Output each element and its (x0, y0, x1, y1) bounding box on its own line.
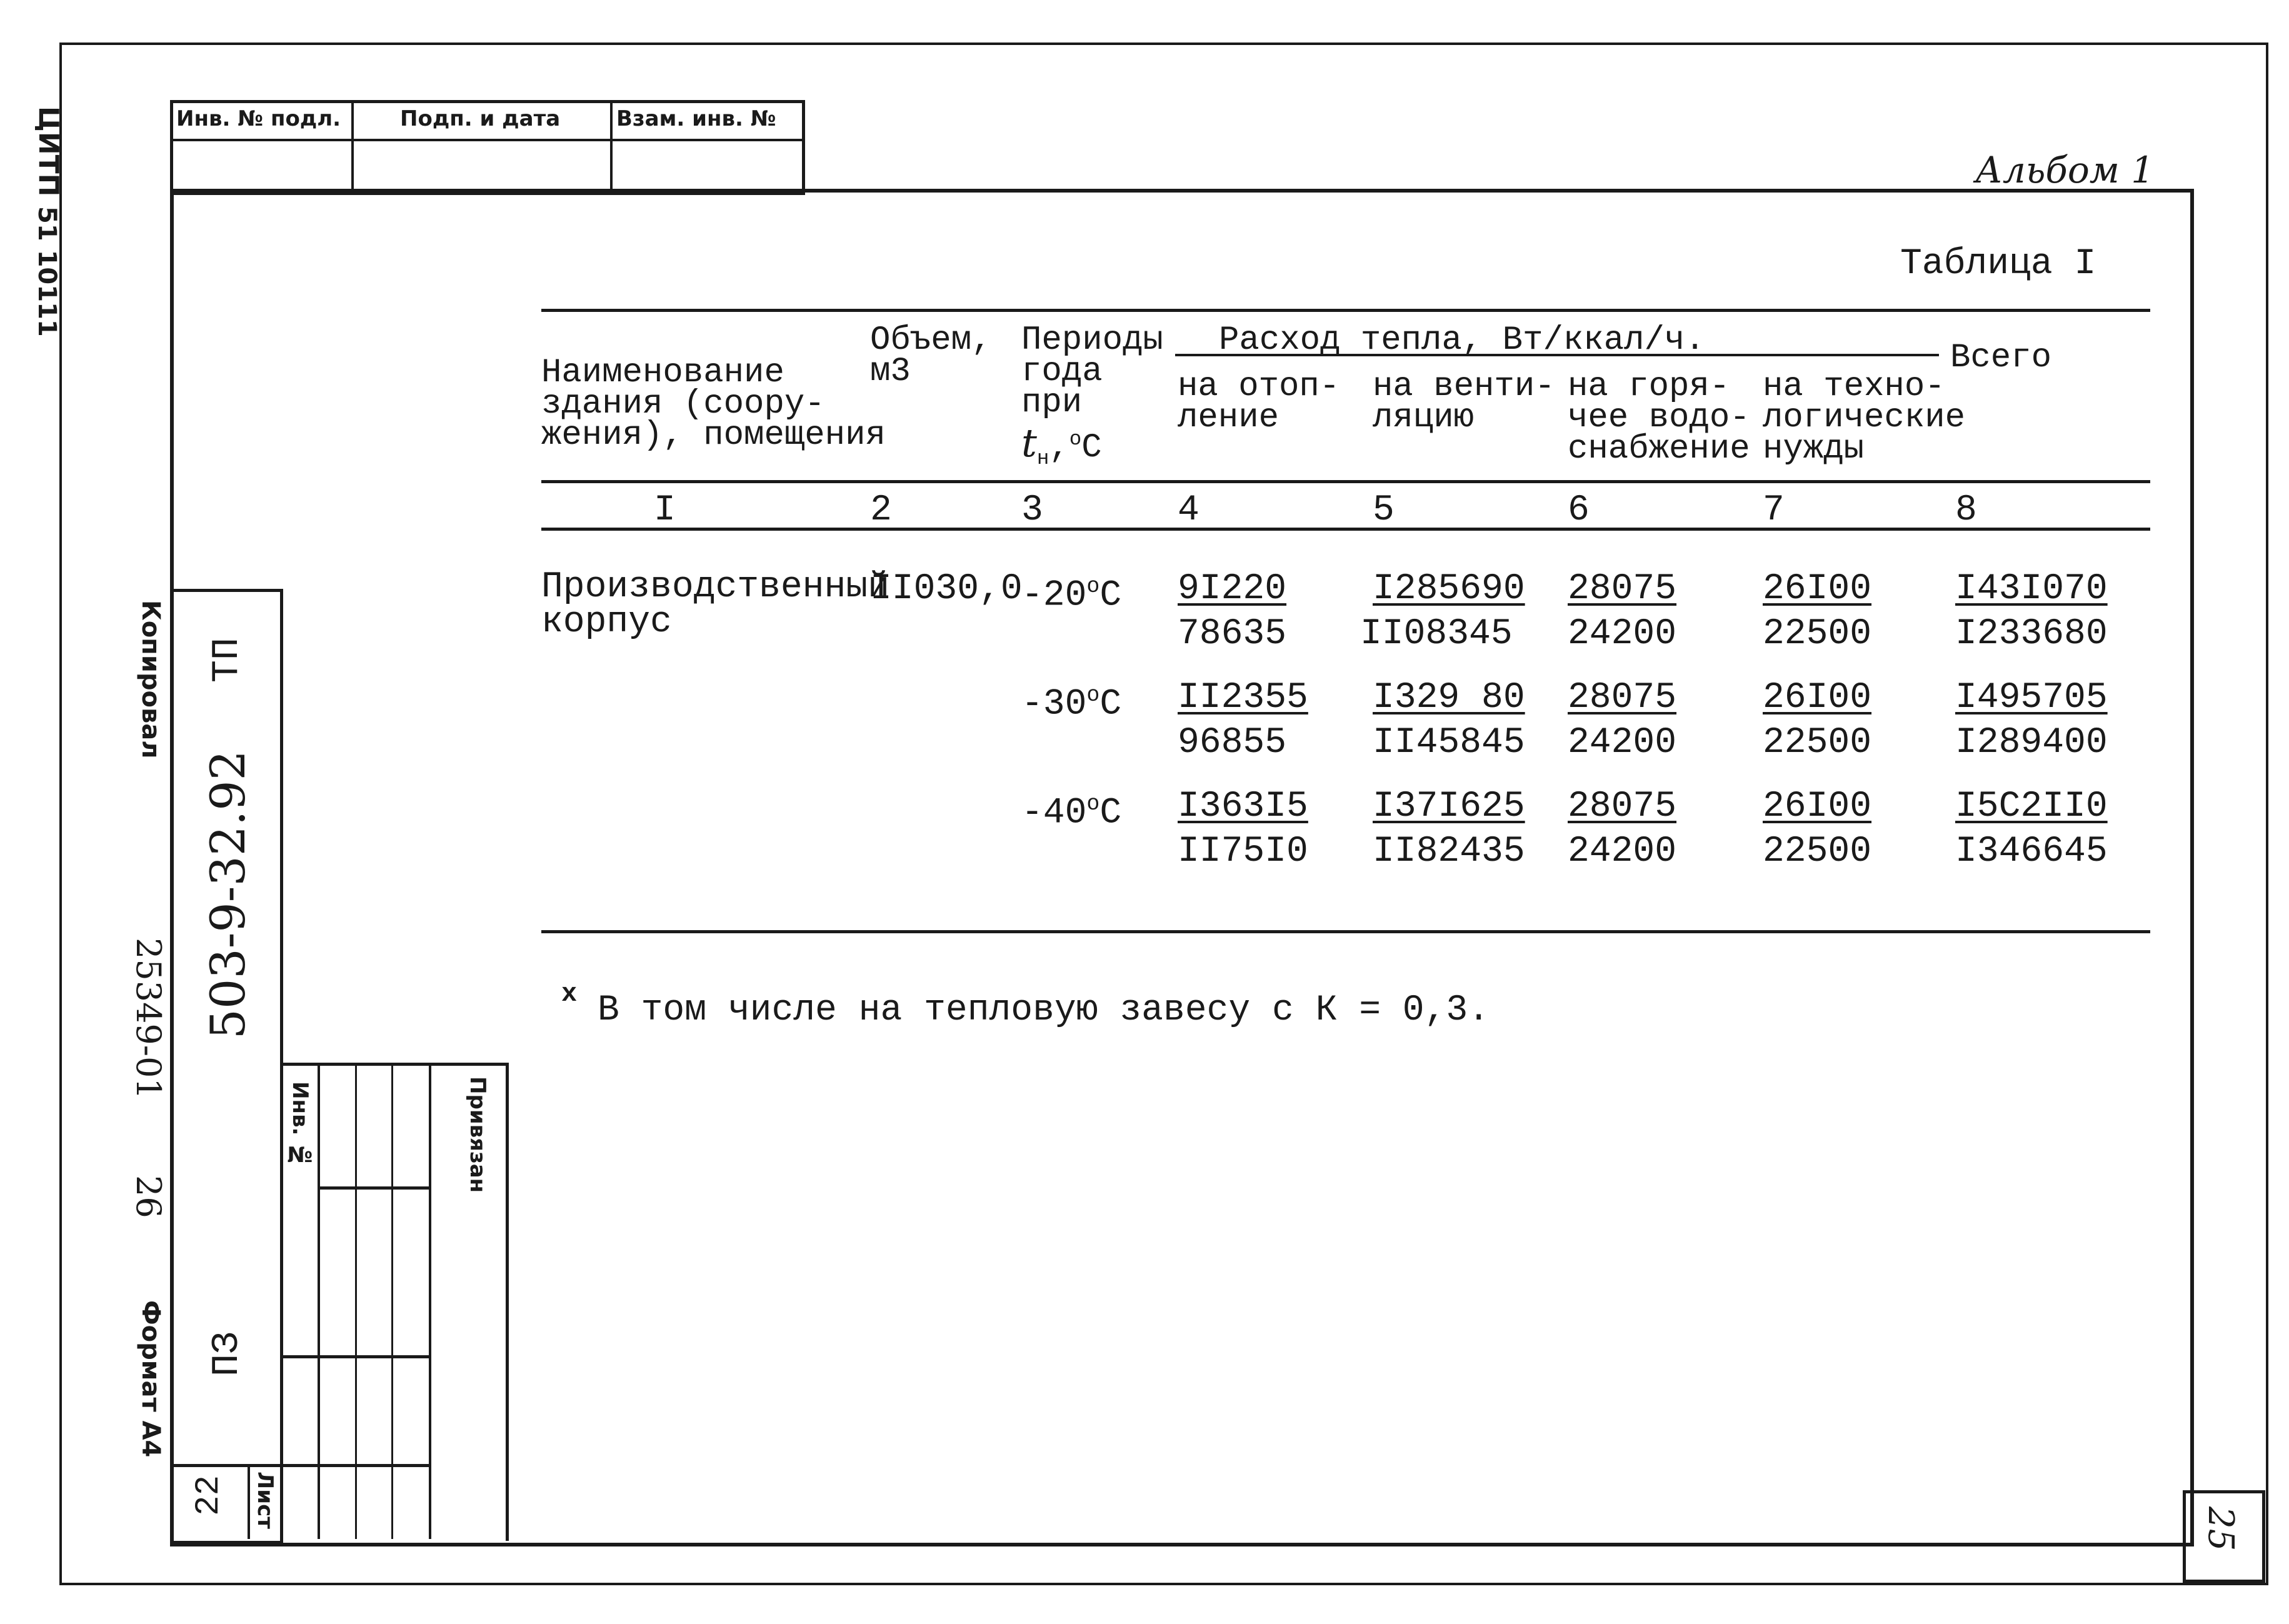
row-volume: II030,0 (870, 569, 1023, 609)
footnote-text: В том числе на тепловую завесу с К = 0,3. (598, 990, 1490, 1031)
p3-tech-kcal: 22500 (1763, 831, 1872, 872)
p3-total-kcal: I346645 (1955, 831, 2108, 872)
p3-tech-w: 26I00 (1763, 786, 1872, 827)
side-project: 503-9-32.92 (200, 750, 256, 1040)
colnum-4: 4 (1178, 490, 1200, 531)
p2-heating-kcal: 96855 (1178, 723, 1287, 763)
margin-order-no: 25349-01 (129, 938, 168, 1100)
colnum-7: 7 (1763, 490, 1785, 531)
period-1-temp: $-20^оС$ (1021, 574, 1122, 616)
stamp-replace-inv-label: Взам. инв. № (616, 106, 776, 131)
table-title: Таблица I (1900, 244, 2096, 284)
numbers-bottom-rule (541, 528, 2150, 531)
p2-tech-kcal: 22500 (1763, 723, 1872, 763)
period-3-temp: $-40^оС$ (1021, 792, 1122, 834)
row-name: Производственный корпус (541, 567, 889, 643)
margin-format: Формат А4 (136, 1300, 165, 1458)
margin-org: ЦИТП (33, 106, 64, 197)
p1-total-kcal: I233680 (1955, 614, 2108, 654)
header-heat-group: Расход тепла, Вт/ккал/ч. (1219, 321, 1705, 359)
p1-vent-kcal: II08345 (1360, 614, 1513, 654)
p2-vent-w: I329 80 (1373, 678, 1525, 718)
side-section: ПЗ (206, 1331, 249, 1377)
side-sheet-label: Лист (253, 1471, 278, 1529)
colnum-8: 8 (1955, 490, 1977, 531)
side-tp: ТП (206, 638, 249, 683)
colnum-3: 3 (1021, 490, 1043, 531)
header-periods: Периоды года при $t_н,^оС$ (1021, 321, 1163, 470)
p2-vent-kcal: II45845 (1373, 723, 1525, 763)
header-bottom-rule (541, 480, 2150, 483)
colnum-1: I (654, 490, 676, 531)
p2-hotwater-kcal: 24200 (1568, 723, 1677, 763)
stamp-sign-date-label: Подп. и дата (400, 106, 561, 131)
p3-heating-w: I363I5 (1178, 786, 1308, 827)
margin-copy-no: 26 (129, 1175, 168, 1218)
p2-total-kcal: I289400 (1955, 723, 2108, 763)
side-title-block (170, 589, 283, 1544)
p1-vent-w: I285690 (1373, 569, 1525, 609)
p3-total-w: I5C2II0 (1955, 786, 2108, 827)
p3-vent-kcal: II82435 (1373, 831, 1525, 872)
table-top-rule (541, 309, 2150, 312)
p1-heating-kcal: 78635 (1178, 614, 1287, 654)
p1-total-w: I43I070 (1955, 569, 2108, 609)
p3-hotwater-kcal: 24200 (1568, 831, 1677, 872)
p1-heating-w: 9I220 (1178, 569, 1287, 609)
p3-heating-kcal: II75I0 (1178, 831, 1308, 872)
colnum-6: 6 (1568, 490, 1590, 531)
header-hot-water: на горя- чее водо- снабжение (1568, 368, 1750, 468)
p3-vent-w: I37I625 (1373, 786, 1525, 827)
p1-hotwater-w: 28075 (1568, 569, 1677, 609)
page-number: 25 (2200, 1506, 2241, 1551)
margin-copied-by: Копировал (136, 600, 165, 759)
table-bottom-rule (541, 930, 2150, 933)
stamp-inv-label: Инв. № подл. (176, 106, 341, 131)
footnote-mark: x (561, 979, 578, 1009)
grid-inv-label: Инв. № (288, 1081, 313, 1168)
period-2-temp: $-30^оС$ (1021, 683, 1122, 725)
p2-heating-w: II2355 (1178, 678, 1308, 718)
album-label: Альбом 1 (1975, 149, 2155, 191)
header-tech: на техно- логические нужды (1763, 368, 1966, 468)
p1-tech-w: 26I00 (1763, 569, 1872, 609)
header-ventilation: на венти- ляцию (1373, 368, 1555, 437)
side-sheet: 22 (190, 1475, 228, 1516)
p1-tech-kcal: 22500 (1763, 614, 1872, 654)
margin-code: 51 10111 (33, 206, 61, 337)
p2-total-w: I495705 (1955, 678, 2108, 718)
p2-hotwater-w: 28075 (1568, 678, 1677, 718)
header-name: Наименование здания (соору- жения), помещения (541, 354, 886, 454)
grid-bound-label: Привязан (465, 1076, 490, 1193)
colnum-2: 2 (870, 490, 892, 531)
header-total: Всего (1950, 339, 2052, 377)
header-volume: Объем, м3 (870, 321, 992, 391)
p3-hotwater-w: 28075 (1568, 786, 1677, 827)
header-heating: на отоп- ление (1178, 368, 1340, 437)
p2-tech-w: 26I00 (1763, 678, 1872, 718)
colnum-5: 5 (1373, 490, 1395, 531)
p1-hotwater-kcal: 24200 (1568, 614, 1677, 654)
